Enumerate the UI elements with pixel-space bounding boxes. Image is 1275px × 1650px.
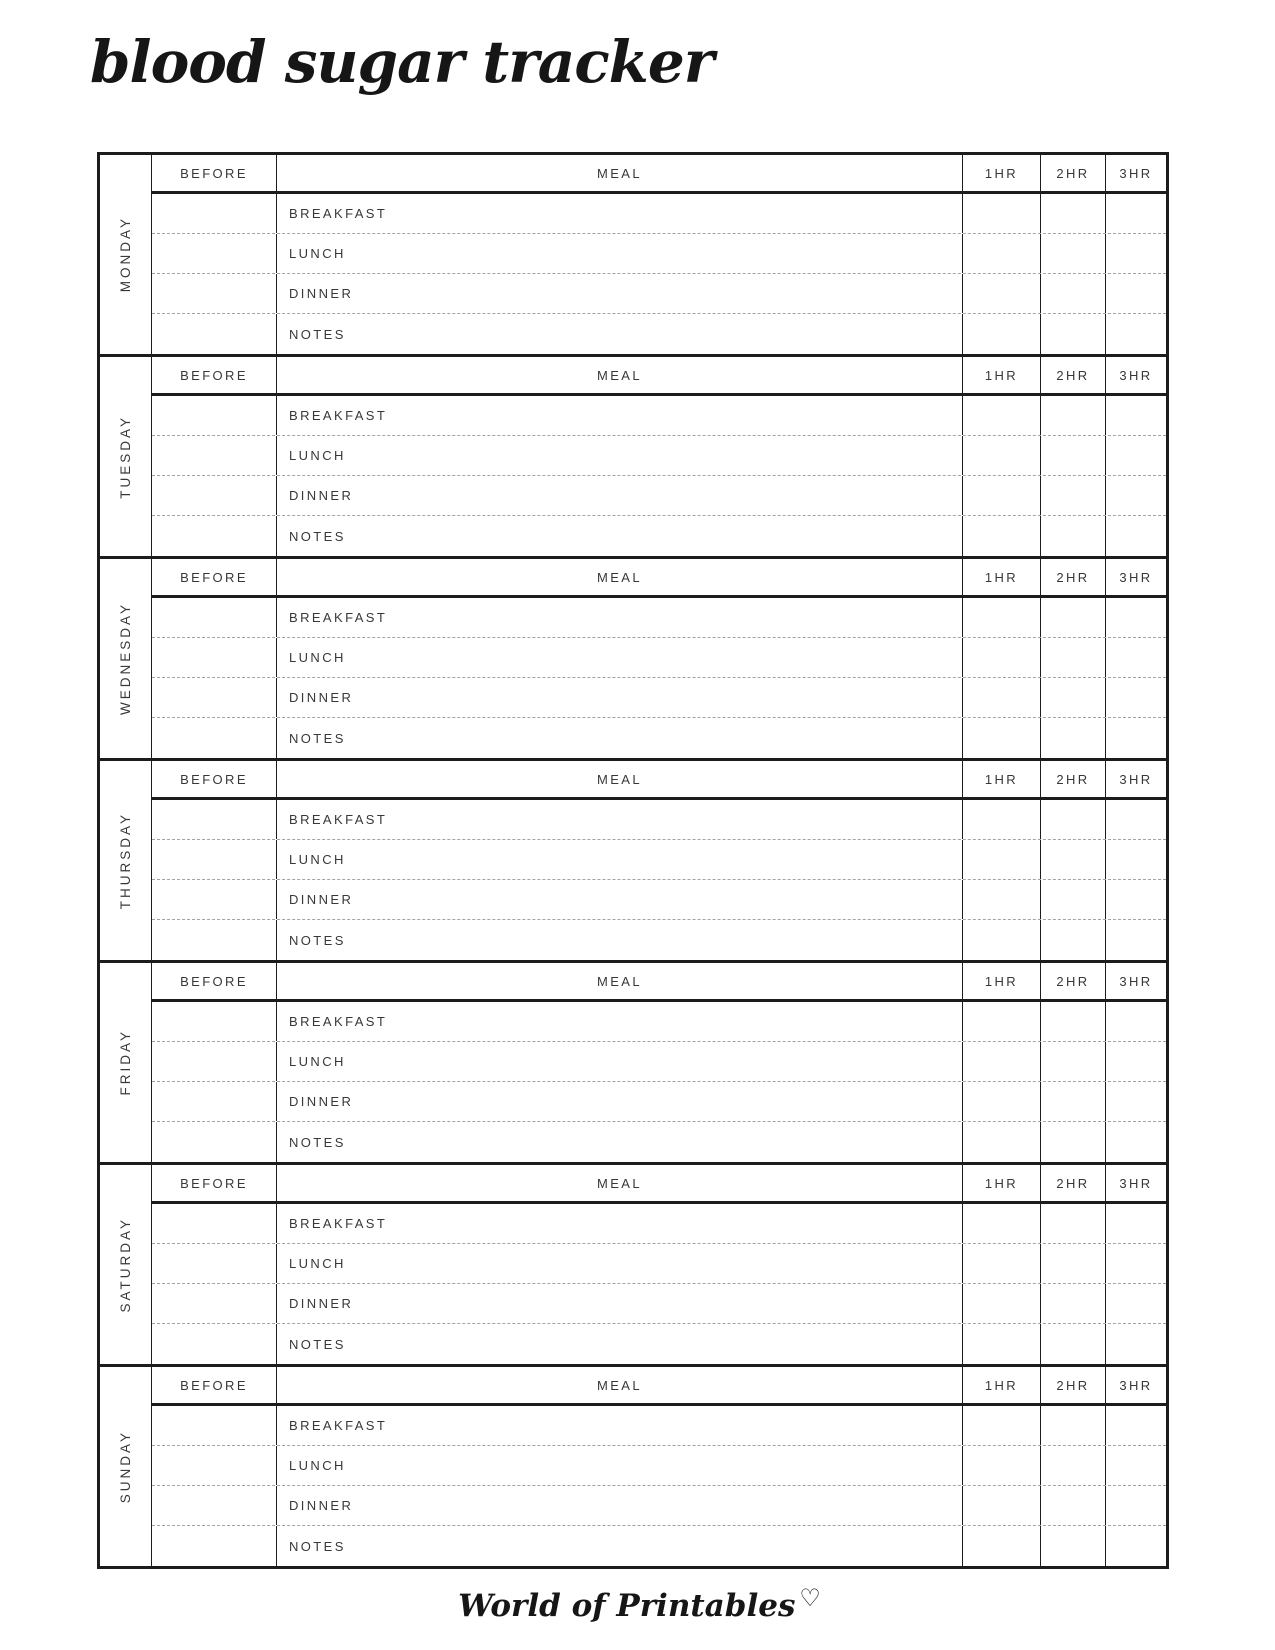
hr3-entry-cell bbox=[1106, 718, 1166, 758]
row-dinner bbox=[152, 1486, 1166, 1526]
hr3-entry-cell bbox=[1106, 1042, 1166, 1081]
row-lunch bbox=[152, 1042, 1166, 1082]
hr1-entry-cell bbox=[963, 314, 1041, 354]
hr1-entry-cell bbox=[963, 1324, 1041, 1364]
meal-row-label-dinner: DINNER bbox=[289, 286, 354, 301]
before-entry-cell bbox=[152, 1122, 277, 1162]
column-header-2hr: 2HR bbox=[1041, 761, 1106, 797]
hr1-entry-cell bbox=[963, 598, 1041, 637]
hr1-entry-cell bbox=[963, 840, 1041, 879]
column-header-2hr: 2HR bbox=[1041, 1165, 1106, 1201]
hr2-entry-cell bbox=[1041, 194, 1106, 233]
hr1-entry-cell bbox=[963, 194, 1041, 233]
meal-entry-cell bbox=[277, 1406, 963, 1445]
column-header-3hr: 3HR bbox=[1119, 367, 1153, 383]
hr2-entry-cell bbox=[1041, 234, 1106, 273]
row-lunch bbox=[152, 1446, 1166, 1486]
hr1-entry-cell bbox=[963, 476, 1041, 515]
hr2-entry-cell bbox=[1041, 1002, 1106, 1041]
hr3-entry-cell bbox=[1106, 880, 1166, 919]
meal-entry-cell bbox=[277, 1446, 963, 1485]
meal-row-label-lunch: LUNCH bbox=[289, 1256, 346, 1271]
day-block bbox=[100, 559, 1166, 761]
column-header-before: BEFORE bbox=[152, 1367, 277, 1403]
meal-row-label-notes: NOTES bbox=[289, 326, 346, 342]
column-header-row bbox=[152, 155, 1166, 194]
meal-row-label-lunch: LUNCH bbox=[289, 1458, 346, 1473]
column-header-meal: MEAL bbox=[277, 761, 963, 797]
hr2-entry-cell bbox=[1041, 1042, 1106, 1081]
before-entry-cell bbox=[152, 234, 277, 273]
column-header-1hr: 1HR bbox=[963, 963, 1041, 999]
row-breakfast bbox=[152, 194, 1166, 234]
before-entry-cell bbox=[152, 274, 277, 313]
row-breakfast bbox=[152, 800, 1166, 840]
hr3-entry-cell bbox=[1106, 840, 1166, 879]
day-block bbox=[100, 357, 1166, 559]
meal-row-label-breakfast: BREAKFAST bbox=[289, 206, 388, 221]
hr2-entry-cell bbox=[1041, 1204, 1106, 1243]
day-block bbox=[100, 1165, 1166, 1367]
row-notes bbox=[152, 1526, 1166, 1566]
before-entry-cell bbox=[152, 800, 277, 839]
meal-entry-cell bbox=[277, 1486, 963, 1525]
row-dinner bbox=[152, 880, 1166, 920]
hr2-entry-cell bbox=[1041, 1526, 1106, 1566]
hr3-entry-cell bbox=[1106, 1324, 1166, 1364]
meal-row-label-dinner: DINNER bbox=[289, 1498, 354, 1513]
meal-entry-cell bbox=[277, 920, 963, 960]
hr2-entry-cell bbox=[1041, 1244, 1106, 1283]
day-label: TUESDAY bbox=[118, 414, 133, 499]
meal-entry-cell bbox=[277, 638, 963, 677]
before-entry-cell bbox=[152, 396, 277, 435]
hr1-entry-cell bbox=[963, 1526, 1041, 1566]
hr3-entry-cell bbox=[1106, 234, 1166, 273]
hr2-entry-cell bbox=[1041, 1446, 1106, 1485]
meal-entry-cell bbox=[277, 1526, 963, 1566]
hr2-entry-cell bbox=[1041, 1406, 1106, 1445]
row-lunch bbox=[152, 1244, 1166, 1284]
day-block-body bbox=[152, 1367, 1166, 1566]
meal-entry-cell bbox=[277, 718, 963, 758]
column-header-2hr: 2HR bbox=[1041, 559, 1106, 595]
meal-entry-cell bbox=[277, 1284, 963, 1323]
column-header-1hr: 1HR bbox=[963, 1165, 1041, 1201]
hr3-entry-cell bbox=[1106, 1002, 1166, 1041]
column-header-before: BEFORE bbox=[152, 1165, 277, 1201]
row-breakfast bbox=[152, 1406, 1166, 1446]
column-header-3hr: 3HR bbox=[1119, 1175, 1153, 1191]
column-header-1hr: 1HR bbox=[963, 761, 1041, 797]
before-entry-cell bbox=[152, 598, 277, 637]
row-dinner bbox=[152, 476, 1166, 516]
column-header-before: BEFORE bbox=[152, 559, 277, 595]
meal-entry-cell bbox=[277, 678, 963, 717]
hr3-entry-cell bbox=[1106, 1526, 1166, 1566]
hr2-entry-cell bbox=[1041, 718, 1106, 758]
column-header-1hr: 1HR bbox=[963, 559, 1041, 595]
row-lunch bbox=[152, 638, 1166, 678]
hr2-entry-cell bbox=[1041, 920, 1106, 960]
hr1-entry-cell bbox=[963, 516, 1041, 556]
meal-row-label-notes: NOTES bbox=[289, 1134, 346, 1150]
row-notes bbox=[152, 314, 1166, 354]
hr2-entry-cell bbox=[1041, 1486, 1106, 1525]
hr1-entry-cell bbox=[963, 1042, 1041, 1081]
hr1-entry-cell bbox=[963, 1244, 1041, 1283]
row-breakfast bbox=[152, 1002, 1166, 1042]
column-header-meal: MEAL bbox=[277, 559, 963, 595]
meal-entry-cell bbox=[277, 194, 963, 233]
hr1-entry-cell bbox=[963, 638, 1041, 677]
hr2-entry-cell bbox=[1041, 1284, 1106, 1323]
footer-brand-text: World of Printables bbox=[458, 1588, 796, 1624]
before-entry-cell bbox=[152, 476, 277, 515]
before-entry-cell bbox=[152, 516, 277, 556]
meal-entry-cell bbox=[277, 800, 963, 839]
meal-row-label-dinner: DINNER bbox=[289, 1094, 354, 1109]
day-label: FRIDAY bbox=[118, 1029, 133, 1096]
blood-sugar-table bbox=[97, 152, 1169, 1569]
hr3-entry-cell bbox=[1106, 516, 1166, 556]
column-header-meal: MEAL bbox=[277, 963, 963, 999]
column-header-1hr: 1HR bbox=[963, 1367, 1041, 1403]
hr2-entry-cell bbox=[1041, 476, 1106, 515]
hr2-entry-cell bbox=[1041, 396, 1106, 435]
row-notes bbox=[152, 516, 1166, 556]
meal-entry-cell bbox=[277, 840, 963, 879]
hr3-entry-cell bbox=[1106, 194, 1166, 233]
hr1-entry-cell bbox=[963, 436, 1041, 475]
column-header-2hr: 2HR bbox=[1041, 963, 1106, 999]
hr3-entry-cell bbox=[1106, 476, 1166, 515]
meal-row-label-notes: NOTES bbox=[289, 1538, 346, 1554]
before-entry-cell bbox=[152, 1526, 277, 1566]
column-header-2hr: 2HR bbox=[1041, 155, 1106, 191]
hr2-entry-cell bbox=[1041, 880, 1106, 919]
hr2-entry-cell bbox=[1041, 638, 1106, 677]
column-header-row bbox=[152, 357, 1166, 396]
column-header-row bbox=[152, 963, 1166, 1002]
meal-row-label-breakfast: BREAKFAST bbox=[289, 812, 388, 827]
meal-row-label-notes: NOTES bbox=[289, 528, 346, 544]
hr3-entry-cell bbox=[1106, 1244, 1166, 1283]
before-entry-cell bbox=[152, 1244, 277, 1283]
meal-row-label-notes: NOTES bbox=[289, 932, 346, 948]
meal-entry-cell bbox=[277, 516, 963, 556]
before-entry-cell bbox=[152, 920, 277, 960]
hr3-entry-cell bbox=[1106, 396, 1166, 435]
meal-entry-cell bbox=[277, 234, 963, 273]
day-block bbox=[100, 761, 1166, 963]
row-breakfast bbox=[152, 1204, 1166, 1244]
meal-entry-cell bbox=[277, 1002, 963, 1041]
hr1-entry-cell bbox=[963, 1284, 1041, 1323]
column-header-meal: MEAL bbox=[277, 357, 963, 393]
column-header-2hr: 2HR bbox=[1041, 357, 1106, 393]
row-notes bbox=[152, 920, 1166, 960]
hr3-entry-cell bbox=[1106, 314, 1166, 354]
meal-row-label-lunch: LUNCH bbox=[289, 448, 346, 463]
before-entry-cell bbox=[152, 678, 277, 717]
meal-row-label-lunch: LUNCH bbox=[289, 1054, 346, 1069]
before-entry-cell bbox=[152, 840, 277, 879]
before-entry-cell bbox=[152, 1324, 277, 1364]
day-block-body bbox=[152, 1165, 1166, 1364]
day-block bbox=[100, 155, 1166, 357]
hr1-entry-cell bbox=[963, 396, 1041, 435]
meal-row-label-notes: NOTES bbox=[289, 730, 346, 746]
before-entry-cell bbox=[152, 718, 277, 758]
day-cell bbox=[100, 155, 152, 354]
column-header-before: BEFORE bbox=[152, 155, 277, 191]
hr3-entry-cell bbox=[1106, 638, 1166, 677]
meal-entry-cell bbox=[277, 436, 963, 475]
meal-entry-cell bbox=[277, 1082, 963, 1121]
meal-row-label-lunch: LUNCH bbox=[289, 650, 346, 665]
column-header-before: BEFORE bbox=[152, 761, 277, 797]
meal-row-label-dinner: DINNER bbox=[289, 1296, 354, 1311]
meal-row-label-notes: NOTES bbox=[289, 1336, 346, 1352]
day-block bbox=[100, 963, 1166, 1165]
column-header-meal: MEAL bbox=[277, 1367, 963, 1403]
meal-row-label-lunch: LUNCH bbox=[289, 852, 346, 867]
meal-entry-cell bbox=[277, 274, 963, 313]
meal-row-label-breakfast: BREAKFAST bbox=[289, 1014, 388, 1029]
hr1-entry-cell bbox=[963, 1486, 1041, 1525]
column-header-1hr: 1HR bbox=[963, 155, 1041, 191]
hr2-entry-cell bbox=[1041, 274, 1106, 313]
column-header-before: BEFORE bbox=[152, 357, 277, 393]
column-header-before: BEFORE bbox=[152, 963, 277, 999]
hr3-entry-cell bbox=[1106, 1122, 1166, 1162]
before-entry-cell bbox=[152, 194, 277, 233]
before-entry-cell bbox=[152, 880, 277, 919]
column-header-2hr: 2HR bbox=[1041, 1367, 1106, 1403]
row-notes bbox=[152, 718, 1166, 758]
day-label: WEDNESDAY bbox=[118, 601, 133, 715]
before-entry-cell bbox=[152, 1002, 277, 1041]
before-entry-cell bbox=[152, 314, 277, 354]
hr1-entry-cell bbox=[963, 1406, 1041, 1445]
column-header-meal: MEAL bbox=[277, 155, 963, 191]
before-entry-cell bbox=[152, 1284, 277, 1323]
hr2-entry-cell bbox=[1041, 1122, 1106, 1162]
meal-entry-cell bbox=[277, 314, 963, 354]
hr1-entry-cell bbox=[963, 274, 1041, 313]
column-header-3hr: 3HR bbox=[1119, 569, 1153, 585]
hr2-entry-cell bbox=[1041, 1324, 1106, 1364]
day-block-body bbox=[152, 357, 1166, 556]
meal-row-label-breakfast: BREAKFAST bbox=[289, 408, 388, 423]
column-header-row bbox=[152, 1367, 1166, 1406]
hr2-entry-cell bbox=[1041, 598, 1106, 637]
row-breakfast bbox=[152, 396, 1166, 436]
row-lunch bbox=[152, 234, 1166, 274]
day-block-body bbox=[152, 963, 1166, 1162]
meal-row-label-dinner: DINNER bbox=[289, 892, 354, 907]
hr1-entry-cell bbox=[963, 718, 1041, 758]
hr1-entry-cell bbox=[963, 800, 1041, 839]
row-lunch bbox=[152, 436, 1166, 476]
hr1-entry-cell bbox=[963, 1002, 1041, 1041]
day-cell bbox=[100, 761, 152, 960]
meal-entry-cell bbox=[277, 1122, 963, 1162]
day-cell bbox=[100, 1367, 152, 1566]
before-entry-cell bbox=[152, 1204, 277, 1243]
hr3-entry-cell bbox=[1106, 1406, 1166, 1445]
day-label: MONDAY bbox=[118, 216, 133, 293]
before-entry-cell bbox=[152, 638, 277, 677]
meal-entry-cell bbox=[277, 476, 963, 515]
hr1-entry-cell bbox=[963, 920, 1041, 960]
row-dinner bbox=[152, 1284, 1166, 1324]
day-block-body bbox=[152, 559, 1166, 758]
day-cell bbox=[100, 1165, 152, 1364]
footer-brand bbox=[0, 1583, 1275, 1624]
day-block bbox=[100, 1367, 1166, 1566]
row-dinner bbox=[152, 274, 1166, 314]
hr3-entry-cell bbox=[1106, 678, 1166, 717]
hr2-entry-cell bbox=[1041, 678, 1106, 717]
column-header-row bbox=[152, 559, 1166, 598]
row-lunch bbox=[152, 840, 1166, 880]
hr1-entry-cell bbox=[963, 880, 1041, 919]
hr3-entry-cell bbox=[1106, 1284, 1166, 1323]
column-header-3hr: 3HR bbox=[1119, 165, 1153, 181]
hr3-entry-cell bbox=[1106, 436, 1166, 475]
day-block-body bbox=[152, 155, 1166, 354]
row-notes bbox=[152, 1122, 1166, 1162]
hr1-entry-cell bbox=[963, 1122, 1041, 1162]
meal-entry-cell bbox=[277, 1042, 963, 1081]
day-label: SATURDAY bbox=[118, 1216, 133, 1313]
before-entry-cell bbox=[152, 1446, 277, 1485]
before-entry-cell bbox=[152, 1042, 277, 1081]
before-entry-cell bbox=[152, 1406, 277, 1445]
hr1-entry-cell bbox=[963, 1446, 1041, 1485]
meal-row-label-breakfast: BREAKFAST bbox=[289, 1216, 388, 1231]
meal-entry-cell bbox=[277, 880, 963, 919]
meal-row-label-dinner: DINNER bbox=[289, 690, 354, 705]
column-header-meal: MEAL bbox=[277, 1165, 963, 1201]
hr3-entry-cell bbox=[1106, 274, 1166, 313]
hr3-entry-cell bbox=[1106, 1486, 1166, 1525]
heart-icon: ♡ bbox=[799, 1583, 821, 1612]
hr2-entry-cell bbox=[1041, 1082, 1106, 1121]
meal-entry-cell bbox=[277, 396, 963, 435]
meal-entry-cell bbox=[277, 1204, 963, 1243]
before-entry-cell bbox=[152, 1082, 277, 1121]
hr1-entry-cell bbox=[963, 1082, 1041, 1121]
row-notes bbox=[152, 1324, 1166, 1364]
before-entry-cell bbox=[152, 1486, 277, 1525]
page-title: blood sugar tracker bbox=[90, 28, 714, 96]
hr2-entry-cell bbox=[1041, 800, 1106, 839]
column-header-1hr: 1HR bbox=[963, 357, 1041, 393]
hr2-entry-cell bbox=[1041, 840, 1106, 879]
column-header-3hr: 3HR bbox=[1119, 973, 1153, 989]
meal-row-label-breakfast: BREAKFAST bbox=[289, 610, 388, 625]
column-header-row bbox=[152, 761, 1166, 800]
day-label: SUNDAY bbox=[118, 1429, 133, 1504]
meal-row-label-lunch: LUNCH bbox=[289, 246, 346, 261]
before-entry-cell bbox=[152, 436, 277, 475]
hr3-entry-cell bbox=[1106, 598, 1166, 637]
meal-entry-cell bbox=[277, 598, 963, 637]
hr1-entry-cell bbox=[963, 1204, 1041, 1243]
row-dinner bbox=[152, 678, 1166, 718]
day-label: THURSDAY bbox=[118, 811, 133, 910]
meal-entry-cell bbox=[277, 1324, 963, 1364]
hr1-entry-cell bbox=[963, 234, 1041, 273]
hr1-entry-cell bbox=[963, 678, 1041, 717]
hr3-entry-cell bbox=[1106, 800, 1166, 839]
day-cell bbox=[100, 963, 152, 1162]
hr2-entry-cell bbox=[1041, 516, 1106, 556]
hr3-entry-cell bbox=[1106, 1082, 1166, 1121]
hr3-entry-cell bbox=[1106, 1446, 1166, 1485]
day-cell bbox=[100, 357, 152, 556]
day-cell bbox=[100, 559, 152, 758]
column-header-3hr: 3HR bbox=[1119, 771, 1153, 787]
hr3-entry-cell bbox=[1106, 920, 1166, 960]
hr3-entry-cell bbox=[1106, 1204, 1166, 1243]
hr2-entry-cell bbox=[1041, 436, 1106, 475]
row-dinner bbox=[152, 1082, 1166, 1122]
meal-row-label-breakfast: BREAKFAST bbox=[289, 1418, 388, 1433]
row-breakfast bbox=[152, 598, 1166, 638]
hr2-entry-cell bbox=[1041, 314, 1106, 354]
column-header-row bbox=[152, 1165, 1166, 1204]
meal-entry-cell bbox=[277, 1244, 963, 1283]
day-block-body bbox=[152, 761, 1166, 960]
column-header-3hr: 3HR bbox=[1119, 1377, 1153, 1393]
meal-row-label-dinner: DINNER bbox=[289, 488, 354, 503]
